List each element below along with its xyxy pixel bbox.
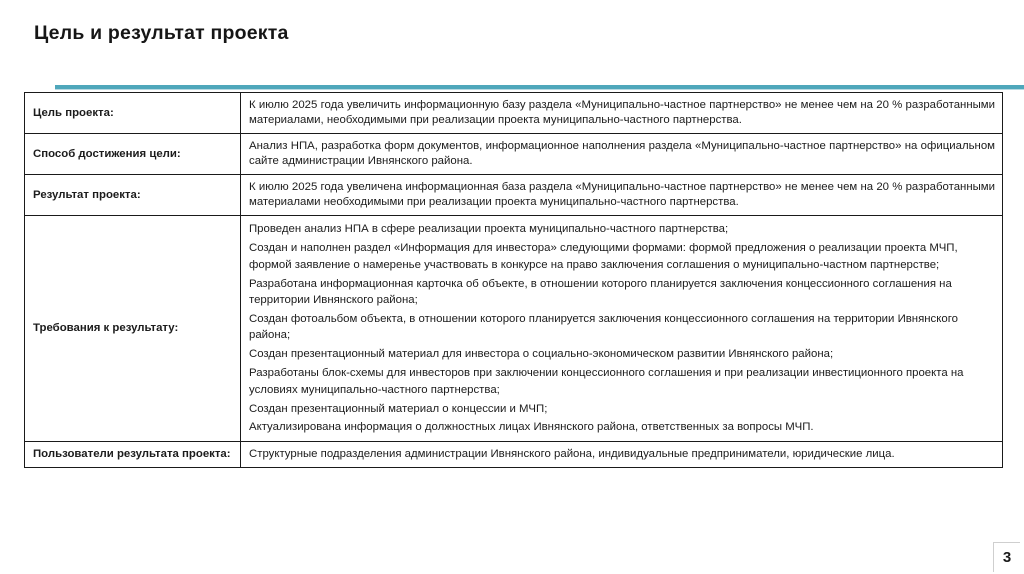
project-goal-table <box>24 92 1003 468</box>
table-row <box>25 216 1003 442</box>
row-label-requirements: Требования к результату: <box>25 216 241 442</box>
requirement-item: Проведен анализ НПА в сфере реализации проекта муниципально-частного партнерства; <box>249 223 729 236</box>
requirement-item: Создан фотоальбом объекта, в отношении которого планируется заключения концессионного соглашения на территории Ивнянского района; <box>249 312 958 342</box>
page-number: 3 <box>993 542 1020 572</box>
requirement-item: Разработана информационная карточка об объекте, в отношении которого планируется заключения концессионного соглашения на территории Ивнянского района; <box>249 277 952 306</box>
row-label-users: Пользователи результата проекта: <box>25 441 241 467</box>
accent-rule-shadow <box>55 89 1024 90</box>
requirement-item: Создан и наполнен раздел «Информация для инвестора» следующими формами: формой предложения о реализации проекта МЧП, формой заявление о намеренье участвовать в конкурсе на право заключения соглашения о муниципально-частном партнерстве; <box>249 242 958 271</box>
row-label-method: Способ достижения цели: <box>25 134 241 175</box>
table-row <box>25 175 1003 216</box>
table-row <box>25 93 1003 134</box>
row-value-requirements <box>241 216 1003 442</box>
row-value-users: Структурные подразделения администрации Ивнянского района, индивидуальные предприниматели, юридические лица. <box>241 441 1003 467</box>
row-label-result: Результат проекта: <box>25 175 241 216</box>
requirement-item: Актуализирована информация о должностных лицах Ивнянского района, ответственных за вопросы МЧП. <box>249 421 814 434</box>
requirement-item: Разработаны блок-схемы для инвесторов при заключении концессионного соглашения и при реализации инвестиционного проекта на условиях муниципально-частного партнерства; <box>249 367 964 396</box>
row-value-goal: К июлю 2025 года увеличить информационную базу раздела «Муниципально-частное партнерство» не менее чем на 20 % разработанными материалами, необходимыми при реализации проекта муниципально-частного партнерства. <box>241 93 1003 134</box>
page-title: Цель и результат проекта <box>34 22 289 44</box>
row-value-method: Анализ НПА, разработка форм документов, информационное наполнения раздела «Муниципально-частное партнерство» на официальном сайте администрации Ивнянского района. <box>241 134 1003 175</box>
row-label-goal: Цель проекта: <box>25 93 241 134</box>
table-row <box>25 441 1003 467</box>
requirement-item: Создан презентационный материал о концессии и МЧП; <box>249 402 548 415</box>
row-value-result: К июлю 2025 года увеличена информационная база раздела «Муниципально-частное партнерство» не менее чем на 20 % разработанными материалами необходимыми при реализации проекта муниципально-частного партнерства. <box>241 175 1003 216</box>
requirement-item: Создан презентационный материал для инвестора о социально-экономическом развитии Ивнянского района; <box>249 348 834 361</box>
table-row <box>25 134 1003 175</box>
